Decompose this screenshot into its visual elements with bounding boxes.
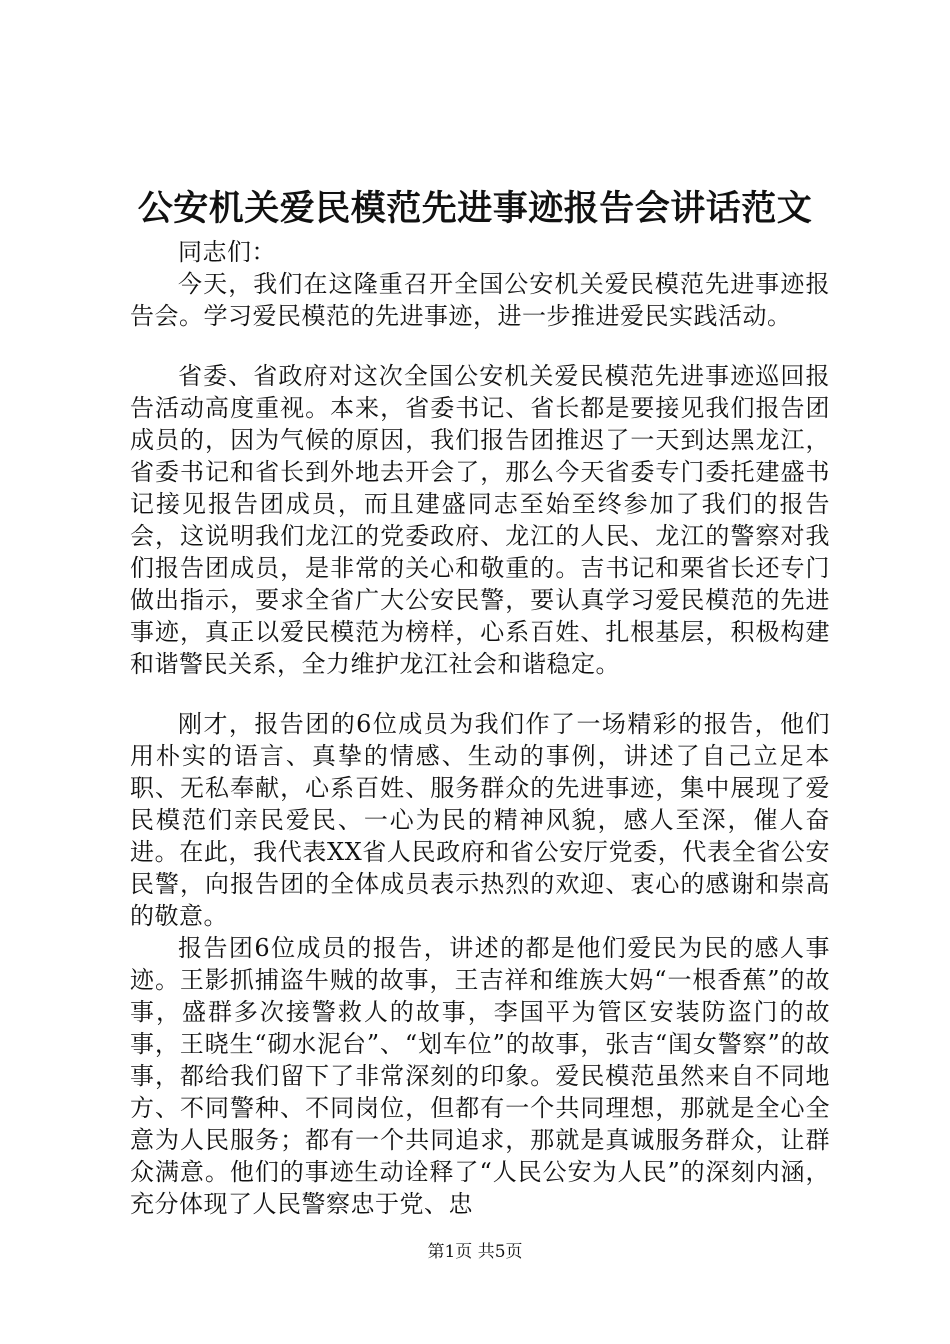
body-paragraph: 省委、省政府对这次全国公安机关爱民模范先进事迹巡回报告活动高度重视。本来，省委书记、省长都是要接见我们报告团成员的，因为气候的原因，我们报告团推迟了一天到达黑龙江，省委书记和省长到外地去开会了，那么今天省委专门委托建盛书记接见报告团成员，而且建盛同志至始至终参加了我们的报告会，这说明我们龙江的党委政府、龙江的人民、龙江的警察对我们报告团成员，是非常的关心和敬重的。吉书记和栗省长还专门做出指示，要求全省广大公安民警，要认真学习爱民模范的先进事迹，真正以爱民模范为榜样，心系百姓、扎根基层，积极构建和谐警民关系，全力维护龙江社会和谐稳定。 (130, 362, 830, 678)
body-paragraph: 今天，我们在这隆重召开全国公安机关爱民模范先进事迹报告会。学习爱民模范的先进事迹，进一步推进爱民实践活动。 (130, 270, 830, 330)
document-body (130, 236, 830, 1220)
salutation-paragraph: 同志们： (178, 238, 276, 266)
body-paragraph: 刚才，报告团的6位成员为我们作了一场精彩的报告，他们用朴实的语言、真挚的情感、生动的事例，讲述了自己立足本职、无私奉献，心系百姓、服务群众的先进事迹，集中展现了爱民模范们亲民爱民、一心为民的精神风貌，感人至深，催人奋进。在此，我代表XX省人民政府和省公安厅党委，代表全省公安民警，向报告团的全体成员表示热烈的欢迎、衷心的感谢和崇高的敬意。 (130, 710, 830, 930)
document-title: 公安机关爱民模范先进事迹报告会讲话范文 (137, 188, 813, 229)
body-paragraph: 报告团6位成员的报告，讲述的都是他们爱民为民的感人事迹。王影抓捕盗牛贼的故事，王吉祥和维族大妈“一根香蕉”的故事，盛群多次接警救人的故事，李国平为管区安装防盗门的故事，王晓生“砌水泥台”、“划车位”的故事，张吉“闺女警察”的故事，都给我们留下了非常深刻的印象。爱民模范虽然来自不同地方、不同警种、不同岗位，但都有一个共同理想，那就是全心全意为人民服务；都有一个共同追求，那就是真诚服务群众，让群众满意。他们的事迹生动诠释了“人民公安为人民”的深刻内涵，充分体现了人民警察忠于党、忠 (130, 934, 830, 1218)
page-footer: 第1页 共5页 (427, 1242, 523, 1262)
